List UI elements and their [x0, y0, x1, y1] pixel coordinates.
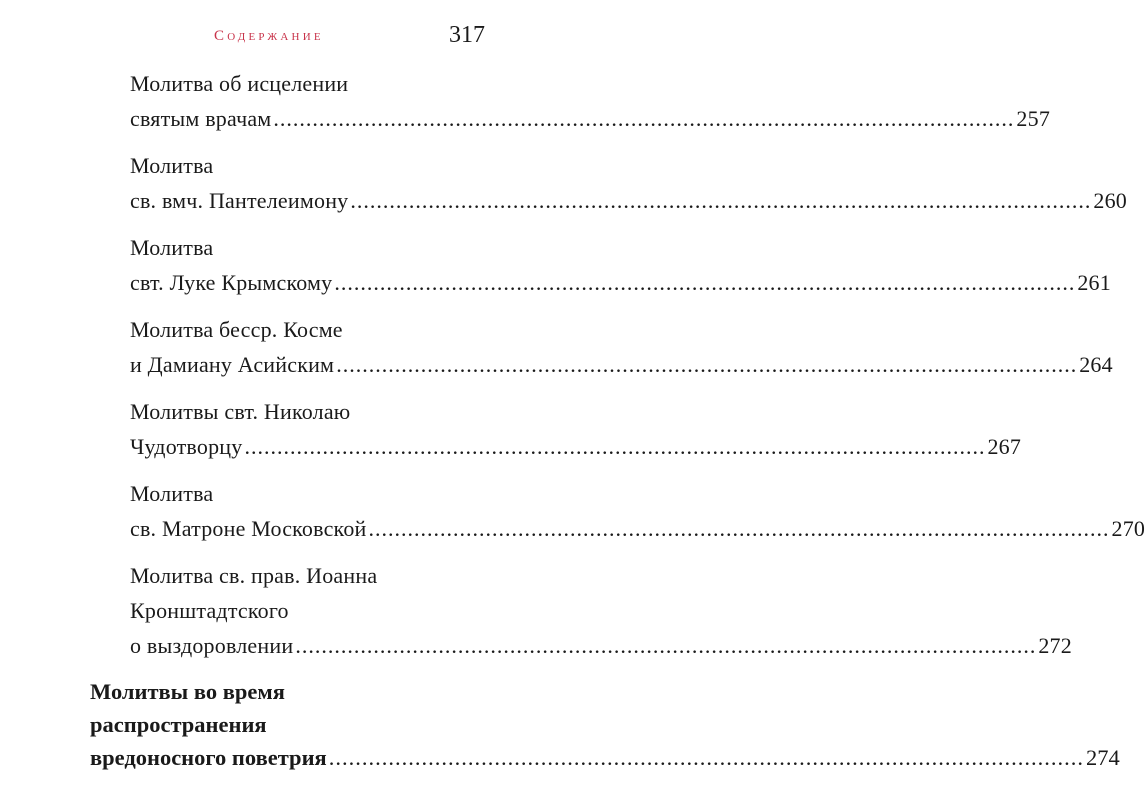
toc-page-number: 270 — [1112, 511, 1145, 546]
toc-entry-line: Кронштадтского — [130, 593, 495, 628]
toc-entry-line: Молитва св. прав. Иоанна — [130, 558, 495, 593]
toc-entry[interactable] — [130, 312, 495, 382]
table-of-contents — [0, 66, 600, 786]
dot-leader — [329, 741, 1084, 774]
running-head-title: Содержание — [214, 28, 324, 45]
toc-page-number: 264 — [1079, 347, 1113, 382]
dot-leader — [295, 628, 1036, 663]
running-head — [0, 22, 600, 58]
toc-entry[interactable] — [130, 66, 495, 136]
toc-entry-line: о выздоровлении — [130, 628, 293, 663]
dot-leader — [334, 265, 1075, 300]
toc-entry-line: Молитва — [130, 476, 495, 511]
toc-page-number: 257 — [1016, 101, 1050, 136]
toc-entry-line: Молитва — [130, 230, 495, 265]
toc-entry-line: св. Матроне Московской — [130, 511, 367, 546]
toc-entry-line: Молитва об исцелении — [130, 66, 495, 101]
toc-entry-line: святым врачам — [130, 101, 271, 136]
toc-section-line: Молитвы во время — [90, 675, 500, 708]
toc-entry-line: свт. Луке Крымскому — [130, 265, 332, 300]
toc-section-line: распространения — [90, 708, 500, 741]
toc-entry-line: Молитва — [130, 148, 495, 183]
page-number: 317 — [449, 22, 485, 49]
toc-entry-line: Молитва бесср. Косме — [130, 312, 495, 347]
toc-section-entry[interactable] — [90, 675, 500, 774]
dot-leader — [350, 183, 1091, 218]
toc-entry-line: и Дамиану Асийским — [130, 347, 334, 382]
dot-leader — [273, 101, 1014, 136]
toc-entry[interactable] — [130, 148, 495, 218]
toc-page-number: 267 — [987, 429, 1021, 464]
toc-section-line: вредоносного поветрия — [90, 741, 327, 774]
toc-entry-line: св. вмч. Пантелеимону — [130, 183, 348, 218]
toc-page-number: 274 — [1086, 741, 1120, 774]
toc-entry[interactable] — [130, 394, 495, 464]
toc-entry[interactable] — [130, 558, 495, 663]
dot-leader — [244, 429, 985, 464]
toc-entry[interactable] — [130, 476, 495, 546]
dot-leader — [369, 511, 1110, 546]
toc-entry-line: Молитвы свт. Николаю — [130, 394, 495, 429]
toc-page-number: 261 — [1077, 265, 1111, 300]
toc-page-number: 272 — [1038, 628, 1072, 663]
dot-leader — [336, 347, 1077, 382]
toc-page-number: 260 — [1093, 183, 1127, 218]
toc-entry[interactable] — [130, 230, 495, 300]
toc-entry-line: Чудотворцу — [130, 429, 242, 464]
